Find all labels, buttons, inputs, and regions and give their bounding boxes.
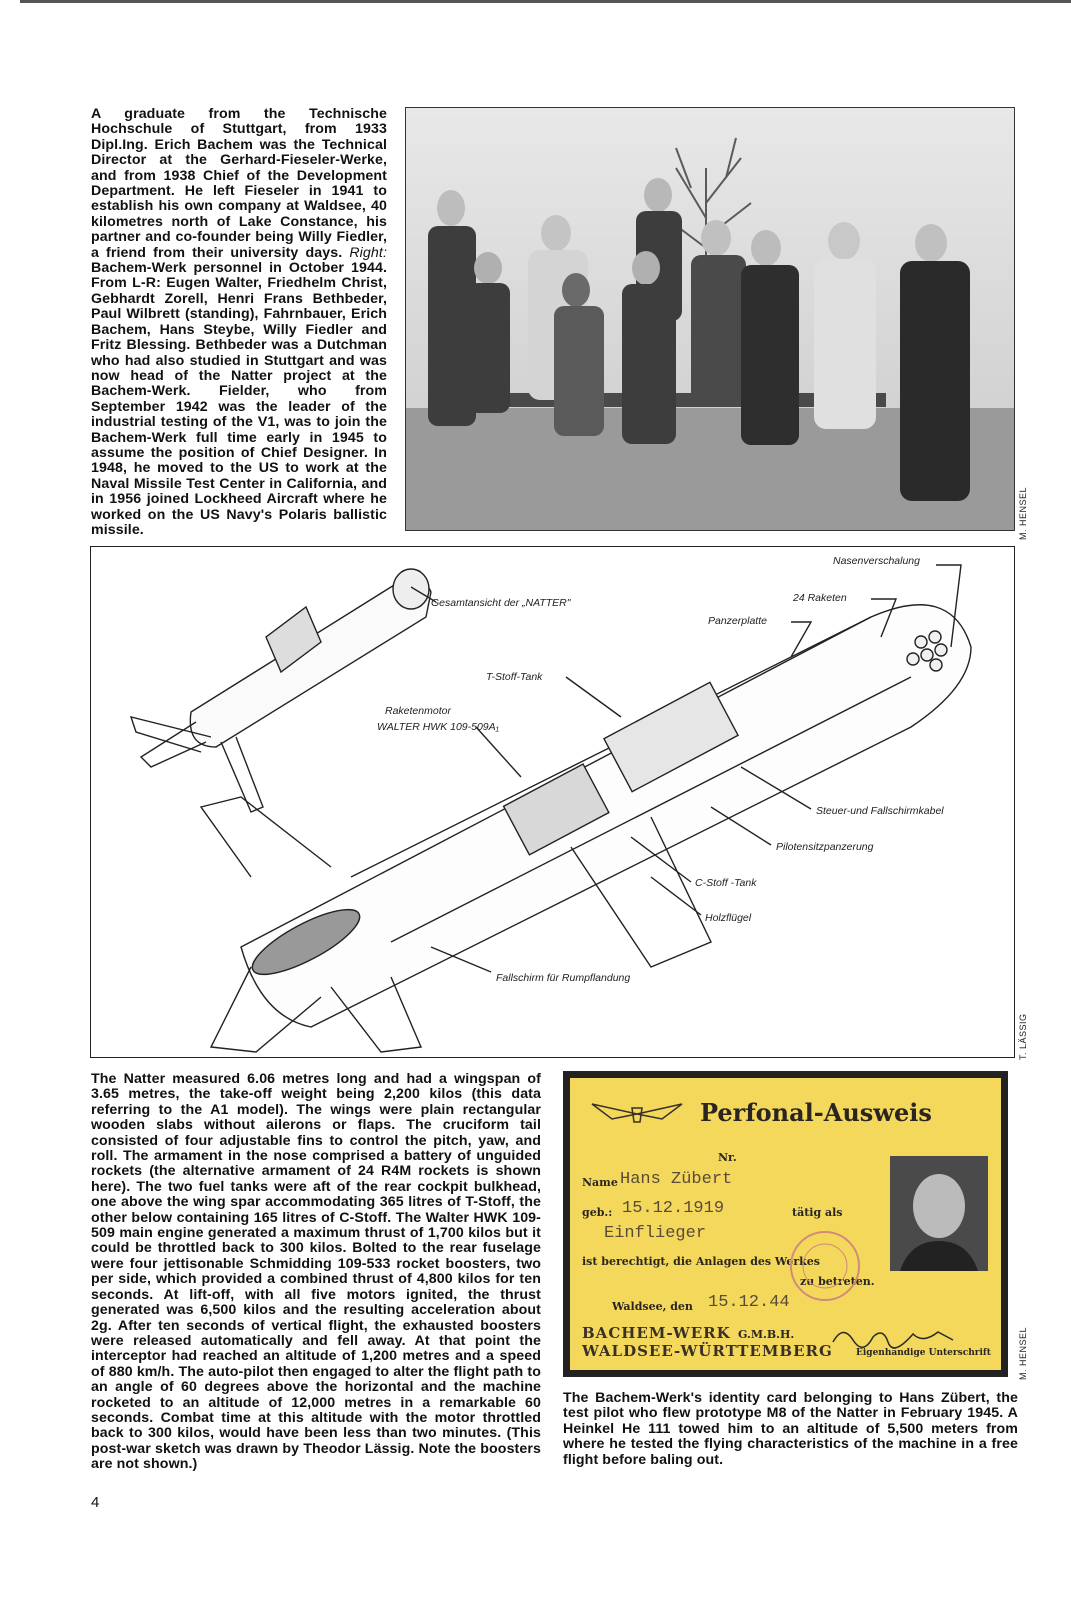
label-raketen: 24 Raketen: [793, 592, 847, 604]
label-pilotensitz: Pilotensitzpanzerung: [776, 841, 874, 853]
label-raketenmotor: Raketenmotor: [385, 705, 451, 717]
id-firm-line1: BACHEM-WERK: [582, 1324, 731, 1342]
id-taetig-value: Einflieger: [604, 1224, 707, 1243]
label-steuer-kabel: Steuer-und Fallschirmkabel: [816, 805, 944, 817]
id-geb-value: 15.12.1919: [622, 1199, 725, 1218]
page-number: 4: [91, 1494, 100, 1511]
id-title: Perfonal-Ausweis: [700, 1098, 932, 1127]
label-panzerplatte: Panzerplatte: [708, 615, 767, 627]
portrait-illustration: [890, 1156, 988, 1271]
id-signature-label: Eigenhändige Unterschrift: [856, 1348, 991, 1358]
natter-cutaway-diagram: [90, 546, 1015, 1058]
diagram-credit: T. LÄSSIG: [1018, 1013, 1028, 1060]
identity-card-image: [563, 1071, 1008, 1377]
caption-right-label: Right:: [349, 244, 387, 261]
label-nasenverschalung: Nasenverschalung: [833, 555, 920, 567]
id-taetig-label: tätig als: [792, 1206, 843, 1219]
top-rule: [20, 0, 1071, 3]
idcard-credit: M. HENSEL: [1018, 1326, 1028, 1380]
company-stamp-icon: [785, 1226, 865, 1306]
label-gesamtansicht: Gesamtansicht der „NATTER": [431, 597, 571, 609]
label-walter-engine: WALTER HWK 109-509A₁: [377, 721, 499, 733]
id-geb-label: geb.:: [582, 1206, 613, 1219]
id-betreten-text: zu betreten.: [800, 1275, 875, 1288]
label-holzfluegel: Holzflügel: [705, 912, 752, 924]
caption-part2: Bachem-Werk personnel in October 1944. From L-R: Eugen Walter, Friedhelm Christ, Gebhardt Zorell, Henri Frans Bethbeder, Paul Wilbrett (standing), Fahrnbauer, Erich Bachem, Hans Steybe, Willy Fiedler and Fritz Blessing. Bethbeder was a Dutchman who had also studied in Stuttgart and was now head of the Natter project at the Bachem-Werk. Fielder, who from September 1942 was the leader of the industrial testing of the V1, was to join the Bachem-Werk full time early in 1945 to assume the position of Chief Designer. In 1948, he moved to the US to work at the Naval Missile Test Center in California, and in 1956 joined Lockheed Aircraft where he worked on the US Navy's Polaris ballistic missile.: [91, 260, 387, 538]
caption-bachem-biography: [91, 107, 387, 538]
id-nr-label: Nr.: [718, 1151, 737, 1164]
id-berechtigt-text: ist berechtigt, die Anlagen des Werkes: [582, 1255, 820, 1268]
caption-idcard: The Bachem-Werk's identity card belonging to Hans Zübert, the test pilot who flew prototype M8 of the Natter in February 1945. A Heinkel He 111 towed him to an altitude of 5,500 meters from where he tested the flying characteristics of the machine in a free flight before baling out.: [563, 1390, 1018, 1468]
wings-logo-icon: [582, 1094, 692, 1134]
identity-card: [570, 1078, 1001, 1370]
id-firm-gmbh: G.M.B.H.: [738, 1328, 795, 1341]
group-photo-illustration: [406, 108, 1014, 530]
caption-natter-specs: The Natter measured 6.06 metres long and had a wingspan of 3.65 metres, the take-off weight being 2,200 kilos (this data referring to the A1 model). The wings were plain rectangular wooden slabs without ailerons or flaps. The cruciform tail consisted of four adjustable fins to control the pitch, yaw, and roll. The armament in the nose comprised a battery of unguided rockets (the alternative armament of 24 R4M rockets is shown here). The two fuel tanks were aft of the rear cockpit bulkhead, one above the wing spar accommodating 365 litres of T-Stoff, the other below containing 165 litres of C-Stoff. The Walter HWK 109-509 main engine generated a maximum thrust of 1,700 kilos but it could be throttled back to 300 kilos. Bolted to the rear fuselage were four jettisonable Schmidding 109-533 rocket boosters, two per side, which provided a combined thrust of 4,800 kilos for ten seconds. At lift-off, with all five motors ignited, the thrust generated was 6,500 kilos and the resulting acceleration about 2g. After ten seconds of vertical flight, the exhausted boosters were released automatically and fell away. At that point the interceptor had reached an altitude of 1,200 metres and a speed of 880 km/h. The auto-pilot then engaged to alter the flight path to an angle of 60 degrees above the horizontal and the machine rocketed to an altitude of 12,000 metres in a remarkable 60 seconds. Combat time at this altitude with the motor throttled back to 300 kilos, would have been less than two minutes. (This post-war sketch was drawn by Theodor Lässig. Note the boosters are not shown.): [91, 1071, 541, 1473]
group-photograph: [405, 107, 1015, 531]
caption-part1: A graduate from the Technische Hochschule of Stuttgart, from 1933 Dipl.Ing. Erich Bachem was the Technical Director at the Gerhard-Fieseler-Werke, and from 1938 Chief of the Development Department. He left Fieseler in 1941 to establish his own company at Waldsee, 40 kilometres north of Lake Constance, his partner and co-founder being Willy Fiedler, a friend from their university days.: [91, 106, 387, 261]
label-cstoff-tank: C-Stoff -Tank: [695, 877, 757, 889]
id-portrait-photo: [890, 1156, 988, 1271]
id-waldsee-label: Waldsee, den: [612, 1300, 693, 1313]
id-firm-line2: WALDSEE-WÜRTTEMBERG: [582, 1342, 833, 1360]
label-tstoff-tank: T-Stoff-Tank: [486, 671, 543, 683]
id-date-value: 15.12.44: [708, 1293, 790, 1312]
label-fallschirm: Fallschirm für Rumpflandung: [496, 972, 631, 984]
id-name-value: Hans Zübert: [620, 1170, 733, 1189]
photo-credit: M. HENSEL: [1018, 486, 1028, 540]
id-name-label: Name: [582, 1176, 618, 1189]
